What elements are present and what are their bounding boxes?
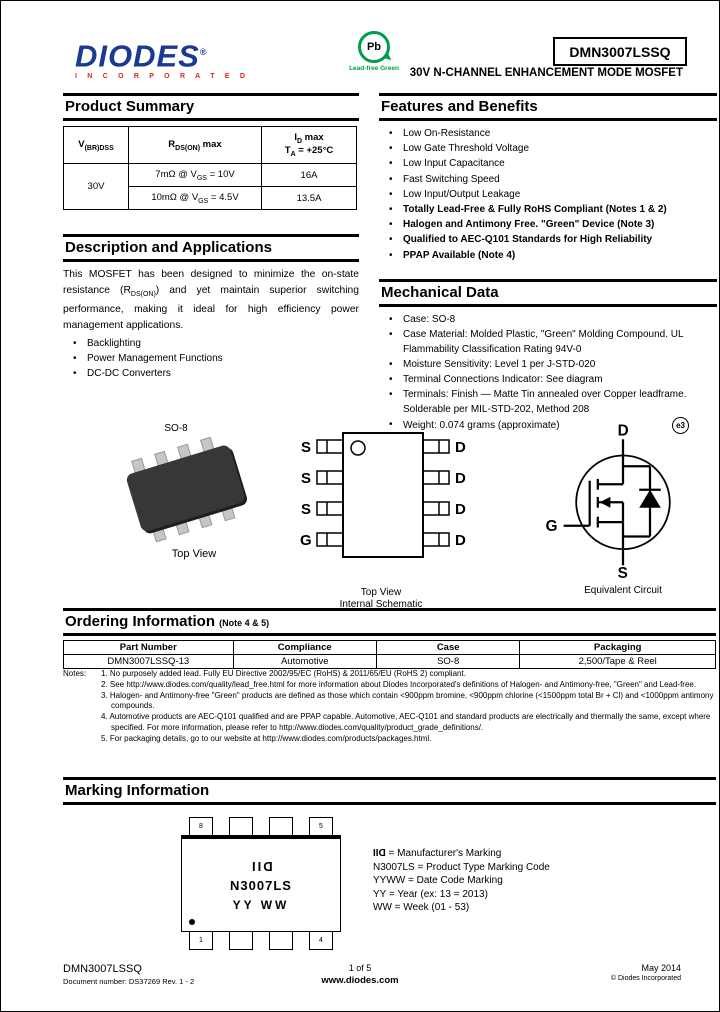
equivalent-circuit-caption: Equivalent Circuit xyxy=(584,585,662,596)
bullet-icon: • xyxy=(389,373,393,385)
diodes-logo xyxy=(75,37,249,80)
bullet-icon: • xyxy=(389,388,393,400)
chip-marking-code: N3007LS xyxy=(230,877,292,893)
col-compliance: Compliance xyxy=(233,641,376,655)
footer-right xyxy=(611,963,681,982)
section-ordering: Ordering Information (Note 4 & 5) xyxy=(63,608,716,636)
note-item: 5. For packaging details, go to our website at http://www.diodes.com/products/packages.html. xyxy=(101,733,432,743)
ordering-section xyxy=(63,608,716,669)
list-item: • Case: SO-8 xyxy=(379,312,717,327)
footer-doc-number: Document number: DS37269 Rev. 1 - 2 xyxy=(63,977,195,986)
top-pins xyxy=(181,817,341,835)
bullet-icon: • xyxy=(389,188,393,200)
table-row xyxy=(64,655,716,669)
so8-package-image xyxy=(108,422,281,561)
manufacturer-logo-mark: DII xyxy=(249,858,273,874)
registered-mark-icon: ® xyxy=(199,47,208,57)
note-item: 2. See http://www.diodes.com/quality/lead_free.html for more information about Diodes Incorporated's definitions of Halogen- and Antimony-free, "Green" and Lead-free. xyxy=(101,679,697,689)
list-item: • Terminal Connections Indicator: See diagram xyxy=(379,372,717,387)
description-paragraph: This MOSFET has been designed to minimize the on-state resistance $(R_{DS(ON)})$ and yet maintain superior switching performance, making it ideal for high efficiency power management applications. xyxy=(63,269,360,331)
cell-id-1: 16A xyxy=(262,164,357,187)
page-title: 30V N-CHANNEL ENHANCEMENT MODE MOSFET xyxy=(409,67,683,79)
pin-label-d4: D xyxy=(455,532,466,549)
manufacturer-logo-mark: DII xyxy=(373,848,386,859)
note-item: 3. Halogen- and Antimony-free "Green" products are defined as those which contain <900ppm bromine, <900ppm chlorine (<1500ppm total Br + Cl) and <1000ppm antimony compounds. xyxy=(101,690,714,711)
bullet-icon: • xyxy=(389,358,393,370)
list-item: • Moisture Sensitivity: Level 1 per J-STD-020 xyxy=(379,357,717,372)
col-rdson: $R_{DS(ON)}$ max xyxy=(129,127,262,164)
legend-line: N3007LS = Product Type Marking Code xyxy=(373,861,550,873)
pin-3 xyxy=(269,932,293,950)
list-item: • Low Input/Output Leakage xyxy=(379,187,717,202)
col-vbrdss: $V_{(BR)DSS}$ xyxy=(64,127,129,164)
product-summary-table xyxy=(63,126,357,210)
equivalent-circuit-block xyxy=(533,423,713,596)
cell-id-2: 13.5A xyxy=(262,187,357,210)
leadfree-caption: Lead-free Green xyxy=(349,65,399,72)
pin-6 xyxy=(269,817,293,835)
leadfree-green-logo xyxy=(339,31,409,72)
footer-copyright: © Diodes Incorporated xyxy=(610,975,681,982)
list-item: • Low Input Capacitance xyxy=(379,156,717,171)
diodes-logo-subtext: I N C O R P O R A T E D xyxy=(75,73,250,81)
cell-rdson-2: 10mΩ @ $V_{GS} = 4.5V$ xyxy=(129,187,262,210)
pin-4: 4 xyxy=(309,932,333,950)
schematic-caption-2: Internal Schematic xyxy=(339,599,423,610)
left-column xyxy=(63,93,359,382)
bullet-icon: • xyxy=(73,338,77,350)
pin-8: 8 xyxy=(189,817,213,835)
pin-label-s2: S xyxy=(301,470,312,487)
so8-caption: Top View xyxy=(171,548,217,560)
equivalent-circuit-drawing xyxy=(533,423,713,578)
features-list xyxy=(379,126,717,263)
list-item: • Fast Switching Speed xyxy=(379,172,717,187)
ordering-table xyxy=(63,640,716,669)
legend-line: YYWW = Date Code Marking xyxy=(373,875,503,886)
note-item: 4. Automotive products are AEC-Q101 qualified and are PPAP capable. Automotive, AEC-Q101 and standard products are electrically and thermally the same, except where specified. For more information, please refer to http://www.diodes.com/quality/product_grade_definitions/. xyxy=(101,712,711,732)
notes-block xyxy=(63,669,716,745)
col-packaging: Packaging xyxy=(520,641,716,655)
page-number: 1 of 5 xyxy=(348,963,372,973)
bullet-icon: • xyxy=(389,313,393,325)
e3-jedec-icon: e3 xyxy=(672,417,689,434)
col-part-number: Part Number xyxy=(64,641,234,655)
terminal-label-d: D xyxy=(617,423,629,440)
ordering-note-ref: (Note 4 & 5) xyxy=(219,618,270,628)
terminal-label-g: G xyxy=(545,518,558,536)
chip-date-code: YY WW xyxy=(232,897,290,912)
bullet-icon: • xyxy=(389,328,393,340)
note-item: 1. No purposely added lead. Fully EU Directive 2002/95/EC (RoHS) & 2011/65/EU (RoHS 2) compliant. xyxy=(101,669,466,678)
table-header-row xyxy=(64,641,716,655)
right-column xyxy=(379,93,717,434)
list-item: • Power Management Functions xyxy=(63,351,359,366)
section-mechanical: Mechanical Data xyxy=(379,279,717,307)
cell-vbrdss: 30V xyxy=(64,164,129,210)
list-item: • Totally Lead-Free & Fully RoHS Compliant (Notes 1 & 2) xyxy=(379,202,717,217)
website-link[interactable]: www.diodes.com xyxy=(321,975,399,986)
bullet-icon: • xyxy=(73,368,77,380)
pin-1: 1 xyxy=(189,932,213,950)
col-case: Case xyxy=(376,641,519,655)
marking-section xyxy=(63,777,716,944)
table-row xyxy=(64,164,357,187)
cell-case: SO-8 xyxy=(376,655,519,669)
bullet-icon: • xyxy=(389,143,393,155)
list-item: • Qualified to AEC-Q101 Standards for High Reliability xyxy=(379,232,717,247)
pin-label-d1: D xyxy=(455,439,466,456)
pin-label-d2: D xyxy=(455,470,466,487)
bullet-icon: • xyxy=(389,204,393,216)
footer-part-number: DMN3007LSSQ xyxy=(63,963,142,975)
bullet-icon: • xyxy=(73,353,77,365)
col-idmax: $I_D$ max $T_A = +25^\circ C$ xyxy=(262,127,357,164)
mechanical-list xyxy=(379,312,717,434)
pin-label-g: G xyxy=(300,532,312,549)
bullet-icon: • xyxy=(389,418,393,430)
list-item: • Low On-Resistance xyxy=(379,126,717,141)
cell-compliance: Automotive xyxy=(233,655,376,669)
part-number-box: DMN3007LSSQ xyxy=(553,37,687,66)
pin-label-d3: D xyxy=(455,501,466,518)
internal-schematic-drawing xyxy=(281,429,481,579)
pin-5: 5 xyxy=(309,817,333,835)
package-diagrams xyxy=(63,421,716,610)
bullet-icon: • xyxy=(389,234,393,246)
cell-rdson-1: 7mΩ @ $V_{GS} = 10V$ xyxy=(129,164,262,187)
so8-package-block xyxy=(91,423,311,560)
legend-line: WW = Week (01 - 53) xyxy=(373,902,470,913)
list-item: • Terminals: Finish — Matte Tin annealed over Copper leadframe. Solderable per MIL-STD-202, Method 208 xyxy=(379,387,717,417)
list-item: • DC-DC Converters xyxy=(63,366,359,381)
schematic-caption-1: Top View xyxy=(360,587,402,598)
list-item: • Case Material: Molded Plastic, "Green" Molding Compound. UL Flammability Classification Rating 94V-0 xyxy=(379,327,717,357)
marking-diagram xyxy=(181,817,341,950)
marking-legend xyxy=(373,847,550,915)
notes-label: Notes: xyxy=(63,669,87,678)
section-marking: Marking Information xyxy=(63,777,716,805)
cell-packaging: 2,500/Tape & Reel xyxy=(520,655,716,669)
pin-label-s3: S xyxy=(301,501,312,518)
list-item: • Low Gate Threshold Voltage xyxy=(379,141,717,156)
pin-label-s1: S xyxy=(301,439,312,456)
bullet-icon: • xyxy=(389,219,393,231)
diodes-logo-text: DIODES® xyxy=(75,38,208,74)
legend-line: YY = Year (ex: 13 = 2013) xyxy=(373,888,488,900)
pb-free-icon: Pb ➤ xyxy=(358,31,390,63)
internal-schematic-block xyxy=(281,429,481,611)
applications-list xyxy=(63,336,359,382)
pin-7 xyxy=(229,817,253,835)
list-item: • Halogen and Antimony Free. "Green" Device (Note 3) xyxy=(379,217,717,232)
section-description: Description and Applications xyxy=(63,234,359,262)
bullet-icon: • xyxy=(389,128,393,139)
bullet-icon: • xyxy=(389,158,393,170)
notes-list xyxy=(101,669,716,745)
pin-2 xyxy=(229,932,253,950)
so8-label: SO-8 xyxy=(164,423,188,434)
bullet-icon: • xyxy=(389,249,393,261)
chip-body xyxy=(181,835,341,932)
list-item: • PPAP Available (Note 4) xyxy=(379,248,717,263)
section-product-summary: Product Summary xyxy=(63,93,359,121)
bottom-pins xyxy=(181,932,341,950)
list-item: • Weight: 0.074 grams (approximate) e3 xyxy=(379,417,717,434)
cell-part-number: DMN3007LSSQ-13 xyxy=(64,655,234,669)
footer-date: May 2014 xyxy=(641,963,681,973)
pin1-indicator-dot xyxy=(189,919,195,925)
list-item: • Backlighting xyxy=(63,336,359,351)
bullet-icon: • xyxy=(389,173,393,185)
section-features: Features and Benefits xyxy=(379,93,717,121)
green-arrow-icon: ➤ xyxy=(379,48,397,66)
legend-line: DII = Manufacturer's Marking xyxy=(373,848,502,859)
terminal-label-s: S xyxy=(617,564,628,578)
